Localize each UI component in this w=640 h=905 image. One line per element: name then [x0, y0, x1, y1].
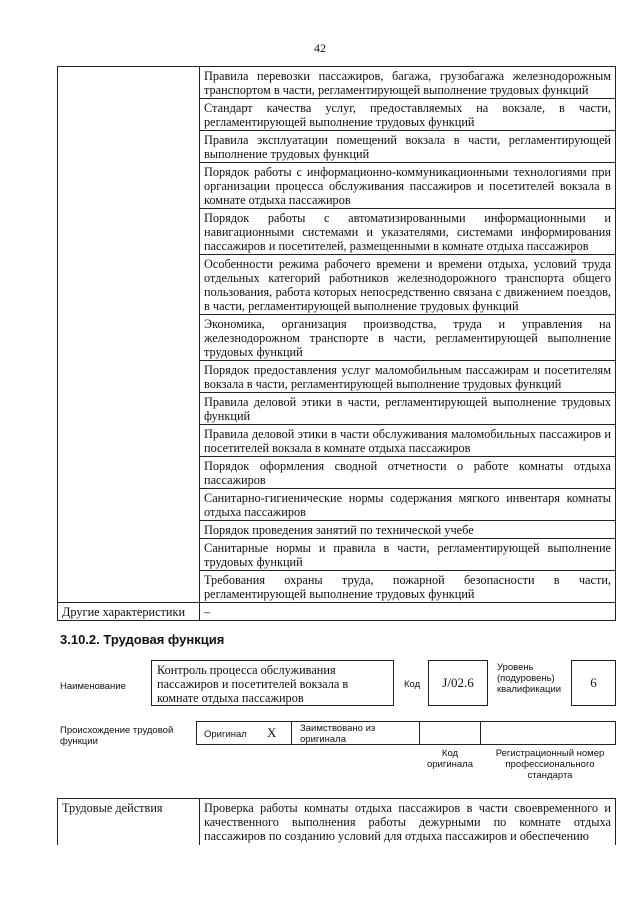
knowledge-item: Санитарно-гигиенические нормы содержания мягкого инвентаря комнаты отдыха пассажиров — [200, 489, 616, 521]
other-characteristics-label: Другие характеристики — [58, 603, 200, 621]
knowledge-item: Порядок проведения занятий по технической учебе — [200, 521, 616, 539]
function-name-box — [151, 660, 394, 706]
knowledge-row — [58, 67, 616, 99]
knowledge-item: Особенности режима рабочего времени и времени отдыха, условий труда отдельных категорий работников железнодорожного транспорта общего пользования, работа которых непосредственно связана с движением поездов, в части, регламентирующей выполнение трудовых функций — [200, 255, 616, 315]
borrowed-label: Заимствовано из оригинала — [300, 723, 376, 745]
knowledge-item: Порядок предоставления услуг маломобильным пассажирам и посетителям вокзала в части, регламентирующей выполнение трудовых функций — [200, 361, 616, 393]
origin-reg-box — [480, 721, 616, 745]
knowledge-item: Санитарные нормы и правила в части, регламентирующей выполнение трудовых функций — [200, 539, 616, 571]
knowledge-item: Правила деловой этики в части, регламентирующей выполнение трудовых функций — [200, 393, 616, 425]
section-title: 3.10.2. Трудовая функция — [60, 632, 225, 647]
original-mark: X — [267, 725, 277, 740]
reg-caption: Регистрационный номер профессионального стандарта — [495, 748, 605, 781]
code-caption: Код оригинала — [426, 748, 473, 770]
other-characteristics-value: – — [200, 603, 616, 621]
original-box — [196, 721, 292, 745]
level-box — [571, 660, 616, 706]
code-value: J/02.6 — [442, 675, 474, 690]
level-label: Уровень (подуровень) квалификации — [497, 662, 562, 695]
knowledge-item: Стандарт качества услуг, предоставляемых на вокзале, в части, регламентирующей выполнение трудовых функций — [200, 99, 616, 131]
knowledge-item: Правила деловой этики в части обслуживания маломобильных пассажиров и посетителей вокзала в комнате отдыха пассажиров — [200, 425, 616, 457]
knowledge-item: Правила перевозки пассажиров, багажа, грузобагажа железнодорожным транспортом в части, регламентирующей выполнение трудовых функций — [200, 67, 616, 99]
code-box — [428, 660, 488, 706]
labor-actions-row — [58, 799, 616, 846]
code-label: Код — [404, 679, 421, 690]
labor-actions-label: Трудовые действия — [58, 799, 200, 846]
original-label: Оригинал — [204, 729, 247, 740]
labor-actions-table — [57, 798, 616, 845]
knowledge-item: Правила эксплуатации помещений вокзала в части, регламентирующей выполнение трудовых функций — [200, 131, 616, 163]
function-name: Контроль процесса обслуживания пассажиров и посетителей вокзала в комнате отдыха пассажиров — [157, 663, 349, 705]
knowledge-label-cell — [58, 67, 200, 603]
name-label: Наименование — [60, 681, 126, 692]
level-value: 6 — [590, 675, 597, 690]
origin-code-box — [419, 721, 481, 745]
knowledge-item: Порядок работы с автоматизированными информационными и навигационными системами и указателями, системами информирования пассажиров и посетителей, размещенными в комнате отдыха пассажиров — [200, 209, 616, 255]
knowledge-table — [57, 66, 616, 621]
borrowed-box — [291, 721, 420, 745]
knowledge-item: Порядок работы с информационно-коммуникационными технологиями при организации процесса обслуживания пассажиров и посетителей вокзала в комнате отдыха пассажиров — [200, 163, 616, 209]
knowledge-item: Порядок оформления сводной отчетности о работе комнаты отдыха пассажиров — [200, 457, 616, 489]
page-number: 42 — [314, 41, 326, 55]
other-characteristics-row — [58, 603, 616, 621]
labor-actions-value: Проверка работы комнаты отдыха пассажиров в части своевременного и качественного выполнения работы дежурными по комнате отдыха пассажиров по созданию условий для отдыха пассажиров и обеспечению — [200, 799, 616, 846]
origin-label: Происхождение трудовой функции — [60, 725, 174, 747]
knowledge-item: Экономика, организация производства, труда и управления на железнодорожном транспорте в части, регламентирующей выполнение трудовых функций — [200, 315, 616, 361]
knowledge-item: Требования охраны труда, пожарной безопасности в части, регламентирующей выполнение трудовых функций — [200, 571, 616, 603]
